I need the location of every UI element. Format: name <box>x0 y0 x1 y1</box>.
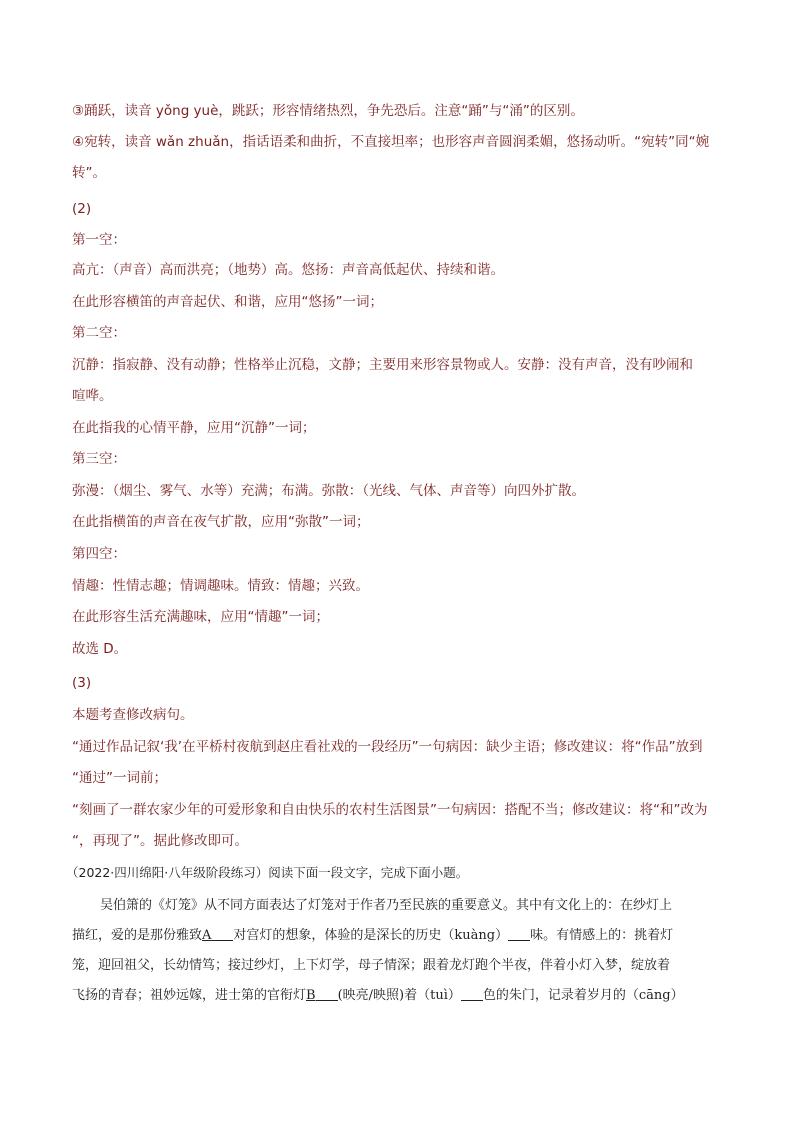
fill-blank <box>211 926 233 941</box>
text-line: 在此指我的心情平静，应用“沉静”一词； <box>72 420 316 436</box>
passage-line: 笼，迎回祖父，长幼情笃；接过纱灯，上下灯学，母子情深；跟着龙灯跑个半夜，伴着小灯入梦，绽放着 <box>72 958 671 973</box>
text-line: 第四空： <box>72 546 126 562</box>
text-line: 第二空： <box>72 325 126 341</box>
fill-blank <box>316 986 338 1001</box>
text-line: 高亢：（声音）高而洪亮；（地势）高。悠扬：声音高低起伏、持续和谐。 <box>72 262 504 278</box>
text-line: “通过”一词前； <box>72 770 167 786</box>
text-line: “刻画了一群农家少年的可爱形象和自由快乐的农村生活图景”一句病因：搭配不当；修改建议：将“和”改为 <box>72 802 708 818</box>
text-line: (2) <box>72 201 92 217</box>
text-line: 情趣：性情志趣；情调趣味。情致：情趣；兴致。 <box>72 578 369 594</box>
text-line: 转”。 <box>72 165 106 181</box>
text-line: 喧哗。 <box>72 388 113 404</box>
passage-text: 味。有情感上的：挑着灯 <box>530 928 674 943</box>
question-intro: （2022·四川绵阳·八年级阶段练习）阅读下面一段文字，完成下面小题。 <box>66 865 469 880</box>
text-line: “通过作品记叙‘我’在平桥村夜航到赵庄看社戏的一段经历”一句病因：缺少主语；修改建议：将“作品”放到 <box>72 739 703 755</box>
text-line: 第三空： <box>72 451 126 467</box>
passage-text: 色的朱门，记录着岁月的（cāng） <box>482 988 684 1003</box>
text-line: 故选 D。 <box>72 641 128 657</box>
blank-marker-b: B <box>306 988 316 1003</box>
passage-text: 飞扬的青春；祖妙远嫁，进士第的官衔灯 <box>72 988 307 1003</box>
passage-line: 吴伯箫的《灯笼》从不同方面表达了灯笼对于作者乃至民族的重要意义。其中有文化上的：在纱灯上 <box>100 898 673 913</box>
fill-blank <box>508 926 530 941</box>
text-line: 弥漫：（烟尘、雾气、水等）充满；布满。弥散：（光线、气体、声音等）向四外扩散。 <box>72 483 585 499</box>
text-line: 在此指横笛的声音在夜气扩散，应用“弥散”一词； <box>72 514 370 530</box>
passage-line <box>72 926 732 946</box>
text-line: 第一空： <box>72 232 126 248</box>
fill-blank <box>461 986 483 1001</box>
text-line: “，再现了”。据此修改即可。 <box>72 833 248 849</box>
text-line: ④宛转，读音 wǎn zhuǎn，指话语柔和曲折，不直接坦率；也形容声音圆润柔媚，悠扬动听。“宛转”同“婉 <box>72 134 710 150</box>
passage-text: (映亮/映照)着（tuì） <box>337 988 461 1003</box>
blank-marker-a: A <box>202 928 212 943</box>
passage-text: 对宫灯的想象，体验的是深长的历史（kuàng） <box>233 928 509 943</box>
text-line: 本题考查修改病句。 <box>72 707 194 723</box>
passage-line <box>72 986 732 1006</box>
text-line: (3) <box>72 675 92 691</box>
passage-text: 描红，爱的是那份雅致 <box>72 928 203 943</box>
text-line: ③踊跃，读音 yǒng yuè，跳跃；形容情绪热烈，争先恐后。注意“踊”与“涌”的区别。 <box>72 103 584 119</box>
text-line: 在此形容横笛的声音起伏、和谐，应用“悠扬”一词； <box>72 294 383 310</box>
text-line: 沉静：指寂静、没有动静；性格举止沉稳，文静；主要用来形容景物或人。安静：没有声音，没有吵闹和 <box>72 357 693 373</box>
text-line: 在此形容生活充满趣味，应用“情趣”一词； <box>72 609 329 625</box>
